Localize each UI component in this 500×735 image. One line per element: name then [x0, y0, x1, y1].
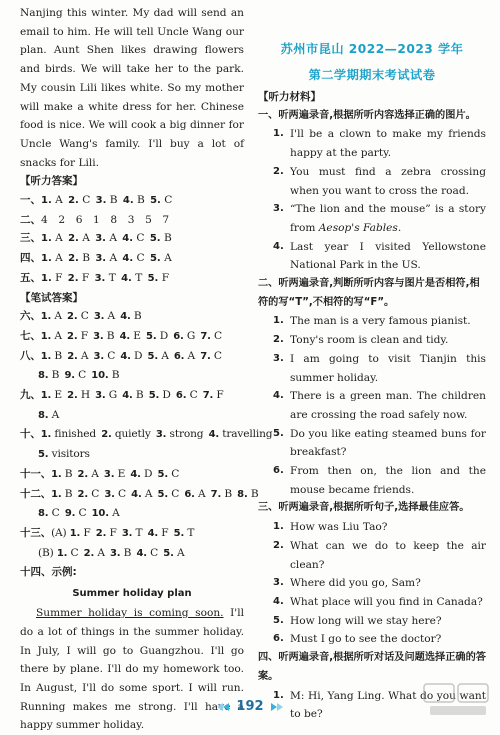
answer-item: 8. B — [38, 369, 60, 382]
answer-number: 2. — [67, 272, 79, 284]
answer-continuation — [20, 445, 244, 465]
answer-item: 2. C — [67, 310, 89, 323]
answer-number: 7. — [210, 488, 222, 500]
answer-number: 1. — [51, 488, 62, 500]
listening-sections — [258, 107, 486, 724]
answer-item: 1. A — [41, 252, 63, 265]
answer-item: 2. A — [67, 349, 89, 362]
question-number: 4. — [273, 595, 284, 607]
answer-number: 4. — [122, 253, 134, 265]
answer-number: 8. — [38, 370, 49, 382]
answer-item: 4. C — [122, 232, 145, 245]
answer-item: 4. C — [122, 252, 145, 265]
answer-number: 1. — [41, 272, 52, 284]
answer-item: 5. D — [148, 389, 171, 402]
answer-number: 3. — [93, 330, 104, 342]
question — [258, 462, 486, 499]
answer-row — [20, 327, 244, 347]
answer-row — [20, 191, 244, 211]
question — [258, 518, 486, 537]
section-heading: 二、听两遍录音,判断所听内容与图片是否相符,相符的写“T”,不相符的写“F”。 — [258, 278, 480, 308]
answer-item: 6. A — [173, 349, 196, 362]
answer-section-number: 八、 — [20, 349, 41, 362]
answer-item: 5. D — [146, 329, 169, 342]
answer-item: 8. C — [38, 507, 60, 520]
question-number: 6. — [273, 633, 284, 645]
answer-number: 5. — [150, 195, 161, 207]
question-text: I am going to visit Tianjin this summer holiday. — [290, 352, 486, 384]
section-heading: 三、听两遍录音,根据所听句子,选择最佳应答。 — [258, 502, 470, 514]
question-number: 3. — [273, 352, 284, 364]
example-first-sentence: Summer holiday is coming soon. — [36, 607, 224, 620]
question-text: How was Liu Tao? — [290, 521, 388, 534]
answer-item: 2. A — [77, 467, 99, 480]
question-text: The man is a very famous pianist. — [290, 315, 471, 328]
answer-item: 4. travelling — [208, 428, 273, 441]
answer-number: 2. — [101, 429, 112, 441]
answer-item: (A) 1. F — [51, 526, 91, 539]
answer-number: 2. — [77, 468, 89, 480]
answer-item: 5. A — [149, 252, 172, 265]
answer-item: 4. A — [131, 487, 153, 500]
answer-item: 4 — [41, 213, 48, 226]
answer-number: 2. — [68, 253, 79, 265]
answer-item: 8. A — [38, 408, 60, 421]
answer-item: 2 — [58, 213, 66, 226]
answer-number: 3. — [93, 350, 104, 362]
answer-section-number: 二、 — [20, 213, 41, 226]
answer-section-number: 五、 — [20, 271, 41, 284]
answer-item: 3. strong — [155, 428, 204, 441]
question-number: 1. — [273, 689, 284, 701]
answer-section-number: 七、 — [20, 329, 41, 342]
answer-row — [20, 465, 244, 485]
answer-row — [20, 524, 244, 544]
question-text: M: Hi, Yang Ling. What do you want to be? — [290, 689, 486, 721]
answer-item: 1. A — [41, 232, 63, 245]
answer-item: 2. B — [68, 252, 91, 265]
answer-number: 3. — [155, 429, 167, 441]
answer-item: 9. C — [64, 369, 87, 382]
question-number: 5. — [273, 427, 284, 439]
answer-item: 2. H — [67, 389, 90, 402]
answer-number: 7. — [202, 390, 214, 402]
answer-item: 1 — [93, 213, 100, 226]
question-text: What can we do to keep the air clean? — [290, 539, 486, 571]
answer-item: 5. C — [157, 487, 180, 500]
question — [258, 350, 486, 387]
answer-section-number: 六、 — [20, 310, 41, 323]
answer-number: 6. — [173, 330, 184, 342]
answer-item: 9. C — [64, 507, 87, 520]
answer-item: 7. B — [210, 487, 232, 500]
answer-number: 2. — [67, 330, 78, 342]
question — [258, 387, 486, 424]
answer-number: 1. — [40, 311, 52, 323]
answer-item: 5. A — [147, 349, 169, 362]
question — [258, 238, 486, 275]
answer-row-continued — [20, 366, 244, 386]
answer-number: 5. — [157, 468, 168, 480]
answer-item: 1. A — [40, 329, 62, 342]
answer-row — [20, 307, 244, 327]
question-text: From then on, the lion and the mouse became friends. — [290, 465, 486, 496]
answer-item: 4. B — [122, 389, 144, 402]
answer-item: 6. G — [173, 329, 196, 342]
answer-item: 5. A — [163, 546, 185, 559]
written-answers — [20, 307, 273, 563]
answer-number: 1. — [41, 233, 52, 245]
answer-number: 2. — [67, 311, 78, 323]
answer-number: 5. — [148, 390, 160, 402]
answer-continuation — [20, 544, 244, 564]
question-text: “The lion and the mouse” is a story from Aesop's Fables. — [290, 203, 486, 234]
answer-item: 3. T — [94, 271, 116, 284]
question — [258, 537, 486, 574]
answer-number: 6. — [175, 390, 187, 402]
answer-item: 7 — [162, 213, 170, 226]
answer-item: 1. A — [40, 310, 62, 323]
exam-title-line2: 第二学期期末考试试卷 — [308, 68, 436, 82]
answer-row — [20, 249, 244, 269]
question — [258, 312, 486, 331]
question — [258, 593, 486, 612]
answer-number: 6. — [173, 350, 185, 362]
question — [258, 125, 486, 162]
answer-number: 5. — [157, 488, 168, 500]
answer-row-continued — [20, 544, 244, 564]
answer-item: 1. E — [40, 389, 62, 402]
answer-item: 5. C — [150, 194, 173, 207]
answer-number: 3. — [104, 488, 115, 500]
answer-item: 8 — [110, 213, 118, 226]
question-text: Last year I visited Yellowstone National Park in the US. — [290, 240, 486, 272]
question-number: 1. — [273, 315, 284, 327]
answer-number: 10. — [91, 370, 109, 382]
example-title: Summer holiday plan — [72, 588, 192, 600]
question-text: I'll be a clown to make my friends happy at the party. — [290, 128, 486, 160]
question-text: Tony's room is clean and tidy. — [290, 334, 449, 347]
answer-item: 4. D — [130, 467, 153, 480]
section-heading: 四、听两遍录音,根据所听对话及问题选择正确的答案。 — [258, 652, 486, 682]
answer-number: 3. — [95, 253, 107, 265]
question-number: 2. — [273, 334, 284, 346]
answer-item: 5. visitors — [38, 448, 90, 461]
answer-number: 5. — [147, 350, 158, 362]
example-rest: I'll do a lot of things in the summer holiday. In July, I will go to Guangzhou. I'll go there by plane. I'll do my homework too. In August, I'll do some sport. I will run. Running makes me strong. I'll have a happy summer holiday. — [20, 607, 244, 732]
answer-number: 2. — [68, 233, 79, 245]
question-number: 3. — [273, 203, 284, 215]
answer-item: (B) 1. C — [38, 546, 79, 559]
answer-section-number: 十三、 — [20, 526, 52, 539]
answer-item: 10. A — [91, 507, 120, 520]
answer-number: 5. — [38, 449, 49, 461]
answer-item: 10. B — [91, 369, 120, 382]
listening-answers-heading: 【听力答案】 — [20, 175, 83, 188]
answer-number: 8. — [237, 488, 248, 500]
answer-item: 2. F — [95, 526, 117, 539]
answer-number: 4. — [208, 429, 220, 441]
answer-item: 4. B — [122, 194, 145, 207]
answer-item: 5. C — [157, 467, 180, 480]
answer-item: 2. C — [68, 194, 91, 207]
answer-item: 6. C — [175, 389, 198, 402]
listening-answers — [20, 191, 244, 289]
answer-number: 3. — [95, 195, 107, 207]
answer-item: 3. T — [121, 526, 143, 539]
right-column — [258, 4, 486, 724]
prev-arrow-icon — [223, 703, 229, 711]
answer-section-number: 十一、 — [20, 467, 52, 480]
answer-item: 3. A — [95, 232, 117, 245]
example-essay — [20, 604, 244, 735]
answer-item: 5 — [145, 213, 152, 226]
answer-number: 5. — [173, 527, 185, 539]
question-text: You must find a zebra crossing when you want to cross the road. — [290, 165, 486, 197]
answer-item: 7. F — [202, 389, 224, 402]
answer-item: 3. B — [109, 546, 132, 559]
answer-number: 10. — [91, 508, 109, 520]
answer-number: 2. — [68, 195, 79, 207]
answer-number: 1. — [41, 195, 52, 207]
page-number: 192 — [236, 699, 264, 714]
question — [258, 331, 486, 350]
answer-number: 4. — [122, 390, 133, 402]
answer-number: 5. — [163, 547, 174, 559]
passage-continuation: Nanjing this winter. My dad will send an email to him. He will tell Uncle Wang our plan. Aunt Shen likes drawing flowers and birds. We will take her to the park. My cousin Lili likes white. So my mother will make a white dress for her. Chinese food is nice. We will cook a big dinner for Uncle Wang's family. I'll buy a lot of snacks for Lili. — [20, 7, 244, 169]
answer-number: 1. — [56, 547, 68, 559]
answer-number: 2. — [83, 547, 95, 559]
answer-item: 1. F — [41, 271, 63, 284]
answer-number: 2. — [67, 390, 78, 402]
answer-number: 1. — [41, 253, 52, 265]
answer-number: 1. — [40, 429, 52, 441]
answer-number: 2. — [67, 350, 78, 362]
answer-item: 3. C — [104, 487, 127, 500]
answer-item: 3. A — [93, 310, 116, 323]
answer-row — [20, 211, 244, 230]
question-text: Must I go to see the doctor? — [290, 633, 442, 646]
answer-row — [20, 425, 273, 445]
question — [258, 425, 486, 462]
answer-section-number: 一、 — [20, 194, 41, 207]
question-text: How long will we stay here? — [290, 614, 442, 627]
answer-row — [20, 229, 244, 249]
answer-number: 9. — [64, 370, 75, 382]
answer-number: 8. — [38, 508, 49, 520]
answer-section-number: 九、 — [20, 389, 41, 402]
answer-item: 1. B — [51, 487, 73, 500]
answer-section-number: 十二、 — [20, 487, 52, 500]
answer-item: 3. B — [93, 329, 115, 342]
answer-item: 4. T — [121, 271, 143, 284]
question-number: 4. — [273, 390, 284, 402]
answer-item: 3. G — [95, 389, 118, 402]
question-text: What place will you find in Canada? — [290, 595, 483, 608]
answer-item: 7. C — [200, 329, 223, 342]
answer-number: 2. — [77, 488, 89, 500]
answer-row — [20, 347, 244, 367]
question-number: 1. — [273, 128, 284, 140]
answer-item: 6. A — [184, 487, 206, 500]
answer-number: 1. — [40, 390, 52, 402]
question — [258, 630, 486, 649]
answer-number: 5. — [149, 253, 161, 265]
question-text: Where did you go, Sam? — [290, 577, 421, 590]
answer-row-continued — [20, 406, 244, 426]
answer-number: 3. — [95, 390, 106, 402]
question — [258, 574, 486, 593]
question-number: 3. — [273, 577, 284, 589]
answer-item: 3 — [127, 213, 135, 226]
answer-row — [20, 386, 244, 406]
answer-item: 4. B — [120, 310, 142, 323]
question-number: 5. — [273, 614, 284, 626]
answer-number: 3. — [93, 311, 105, 323]
answer-number: 4. — [119, 330, 131, 342]
answer-item: 1. B — [40, 349, 63, 362]
section-heading: 一、听两遍录音,根据所听内容选择正确的图片。 — [258, 109, 476, 121]
question — [258, 200, 486, 237]
answer-item: 2. C — [77, 487, 100, 500]
question-italic-title: Aesop's Fables — [318, 221, 398, 234]
answer-item: 4. F — [147, 526, 169, 539]
question-number: 1. — [273, 521, 284, 533]
answer-row-continued — [20, 445, 244, 465]
answer-number: 7. — [200, 330, 211, 342]
answer-number: 4. — [136, 547, 147, 559]
answer-number: 1. — [40, 330, 52, 342]
answer-section-number: 三、 — [20, 232, 41, 245]
answer-item: 3. E — [103, 467, 126, 480]
answer-number: 3. — [94, 272, 106, 284]
answer-item: 2. F — [67, 329, 88, 342]
answer-number: 4. — [121, 272, 132, 284]
answer-item: 1. A — [41, 194, 63, 207]
answer-number: 4. — [130, 468, 141, 480]
answer-item: 4. C — [136, 546, 159, 559]
answer-number: 4. — [131, 488, 142, 500]
exam-title-line1: 苏州市昆山 2022—2023 学年 — [280, 42, 464, 56]
question-number: 2. — [273, 165, 284, 177]
answer-number: 4. — [147, 527, 159, 539]
answer-item: 4. E — [119, 329, 141, 342]
answer-continuation — [20, 366, 244, 386]
answer-item: 2. F — [67, 271, 90, 284]
watermark-logo-icon — [422, 680, 492, 718]
answer-row — [20, 269, 244, 289]
answer-item: 1. finished — [40, 428, 97, 441]
answer-continuation — [20, 504, 244, 524]
answer-number: 7. — [200, 350, 211, 362]
answer-item: 5. F — [147, 271, 170, 284]
answer-number: 3. — [109, 547, 121, 559]
answer-number: 1. — [69, 527, 81, 539]
answer-number: 4. — [120, 350, 131, 362]
example-label: 十四、示例: — [20, 566, 77, 579]
listening-materials-heading: 【听力材料】 — [258, 91, 321, 103]
answer-number: 3. — [103, 468, 115, 480]
answer-item: 5. B — [149, 232, 172, 245]
question — [258, 612, 486, 631]
answer-item: 2. A — [68, 232, 90, 245]
answer-number: 5. — [146, 330, 157, 342]
answer-number: 1. — [40, 350, 52, 362]
answer-item: 3. C — [93, 349, 116, 362]
answer-number: 1. — [51, 468, 62, 480]
next-arrow-icon — [277, 703, 283, 711]
answer-number: 5. — [147, 272, 159, 284]
answer-number: 3. — [121, 527, 133, 539]
answer-item: 6 — [75, 213, 83, 226]
answer-item: 2. A — [83, 546, 105, 559]
answer-row-continued — [20, 504, 244, 524]
answer-section-number: 四、 — [20, 252, 41, 265]
answer-number: 2. — [95, 527, 107, 539]
answer-number: 4. — [120, 311, 131, 323]
answer-number: 3. — [95, 233, 106, 245]
answer-number: 9. — [64, 508, 76, 520]
question-number: 2. — [273, 539, 284, 551]
answer-item: 1. B — [51, 467, 73, 480]
answer-item: 7. C — [200, 349, 222, 362]
question-text: Do you like eating steamed buns for breakfast? — [290, 427, 486, 459]
answer-number: 4. — [122, 195, 134, 207]
answer-section-number: 十、 — [20, 428, 41, 441]
question-number: 4. — [273, 240, 284, 252]
answer-number: 4. — [122, 233, 134, 245]
answer-continuation — [20, 406, 244, 426]
answer-item: 3. B — [95, 194, 118, 207]
written-answers-heading: 【笔试答案】 — [20, 291, 83, 304]
question — [258, 163, 486, 200]
answer-item: 4. D — [120, 349, 143, 362]
answer-row — [20, 485, 259, 505]
answer-item: 5. T — [173, 526, 195, 539]
answer-number: 6. — [184, 488, 195, 500]
answer-item: 2. quietly — [101, 428, 151, 441]
answer-number: 8. — [38, 409, 49, 421]
question-text: There is a green man. The children are crossing the road safely now. — [290, 390, 486, 421]
answer-item: 3. A — [95, 252, 118, 265]
question-number: 6. — [273, 465, 284, 477]
answer-item: 8. B — [237, 487, 259, 500]
answer-number: 5. — [149, 233, 161, 245]
